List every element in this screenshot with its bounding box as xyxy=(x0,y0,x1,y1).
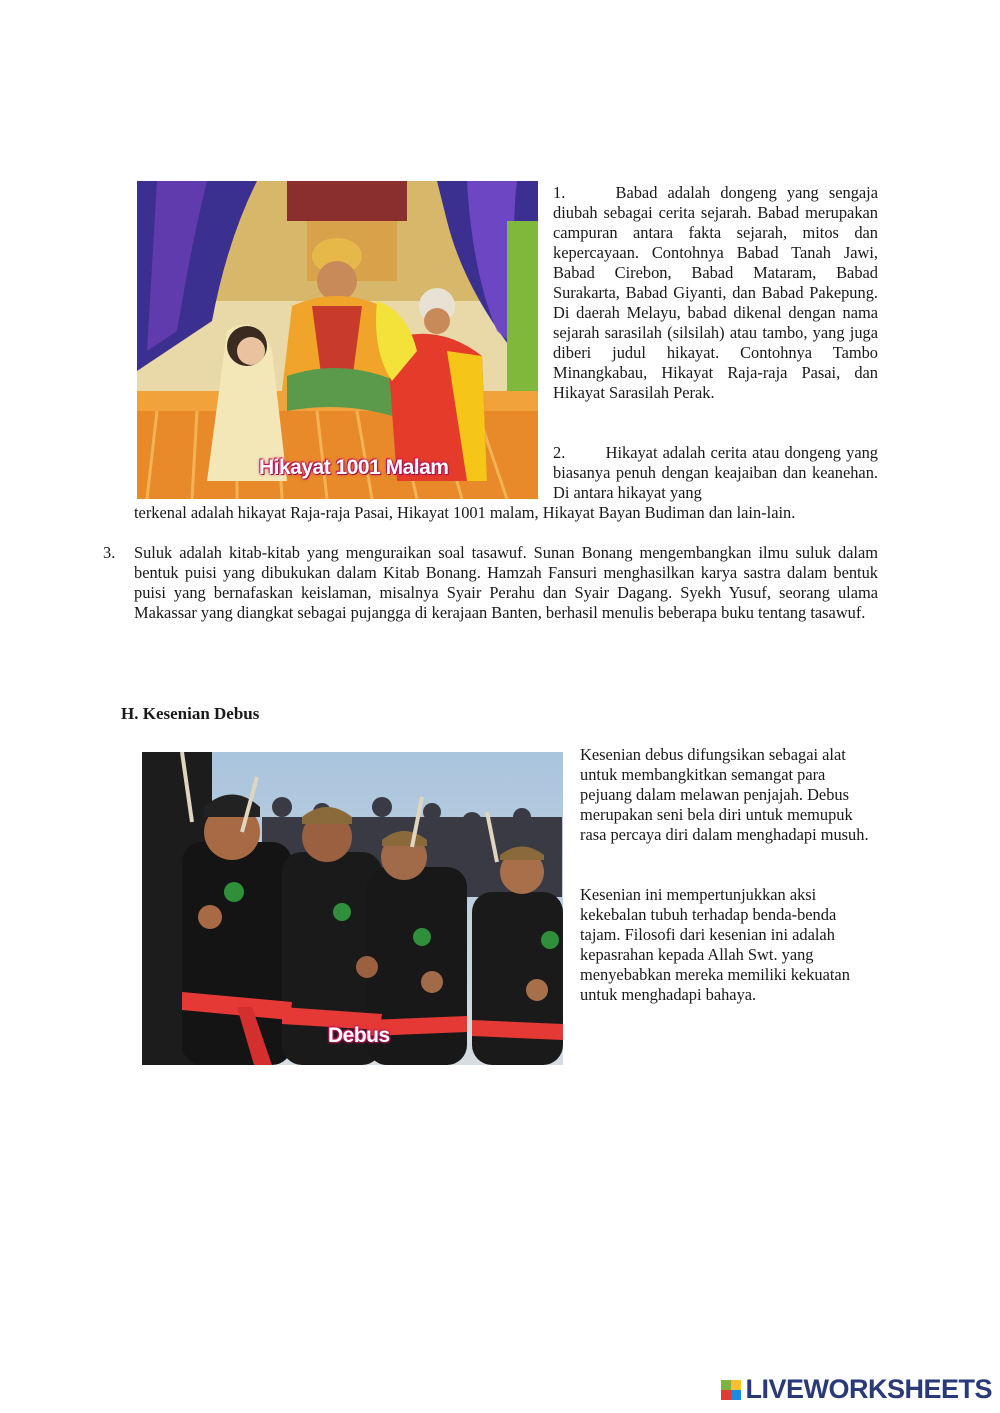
section-heading-debus: H. Kesenian Debus xyxy=(121,704,260,723)
list-item-hikayat-part2: terkenal adalah hikayat Raja-raja Pasai, Hikayat 1001 malam, Hikayat Bayan Budiman dan lain-lain. xyxy=(134,503,796,522)
list-item-number-3: 3. xyxy=(103,543,116,562)
list-item-babad xyxy=(553,183,878,403)
list-item-number: 2. xyxy=(553,443,566,462)
debus-paragraph-2: Kesenian ini mempertunjukkan aksi kekebalan tubuh terhadap benda-benda tajam. Filosofi dari kesenian ini adalah kepasrahan kepada Allah Swt. yang menyebabkan mereka memiliki kekuatan untuk menghadapi bahaya. xyxy=(580,885,850,1004)
liveworksheets-logo-text: LIVEWORKSHEETS xyxy=(745,1374,992,1404)
debus-photo xyxy=(142,752,563,1065)
debus-photo-caption: Debus xyxy=(328,1024,390,1047)
list-item-hikayat-part1 xyxy=(553,443,878,503)
list-item-suluk: Suluk adalah kitab-kitab yang menguraikan soal tasawuf. Sunan Bonang mengembangkan ilmu suluk dalam bentuk puisi yang dibukukan dalam Kitab Bonang. Hamzah Fansuri menghasilkan karya sastra dalam bentuk puisi yang bernafaskan keislaman, misalnya Syair Perahu dan Syair Dagang. Syekh Yusuf, seorang ulama Makassar yang diangkat sebagai pujangga di kerajaan Banten, berhasil menulis beberapa buku tentang tasawuf. xyxy=(134,543,878,622)
debus-paragraph-1: Kesenian debus difungsikan sebagai alat untuk membangkitkan semangat para pejuang dalam melawan penjajah. Debus merupakan seni bela diri untuk memupuk rasa percaya diri dalam menghadapi musuh. xyxy=(580,745,869,844)
list-item-number: 1. xyxy=(553,183,566,202)
list-item-text: Babad adalah dongeng yang sengaja diubah sebagai cerita sejarah. Babad merupakan campuran antara fakta sejarah, mitos dan kepercayaan. Contohnya Babad Tanah Jawi, Babad Cirebon, Babad Mataram, Babad Surakarta, Babad Giyanti, dan Babad Pakepung. Di daerah Melayu, babad dikenal dengan nama sejarah sarasilah (silsilah) atau tambo, yang juga diberi judul hikayat. Contohnya Tambo Minangkabau, Hikayat Raja-raja Pasai, dan Hikayat Sarasilah Perak. xyxy=(553,183,878,402)
hikayat-photo xyxy=(137,181,538,499)
liveworksheets-logo[interactable] xyxy=(721,1374,992,1405)
list-item-text: Hikayat adalah cerita atau dongeng yang biasanya penuh dengan keajaiban dan keanehan. Di antara hikayat yang xyxy=(553,443,878,502)
liveworksheets-logo-icon xyxy=(721,1380,741,1400)
hikayat-photo-caption: Hikayat 1001 Malam xyxy=(259,456,449,479)
